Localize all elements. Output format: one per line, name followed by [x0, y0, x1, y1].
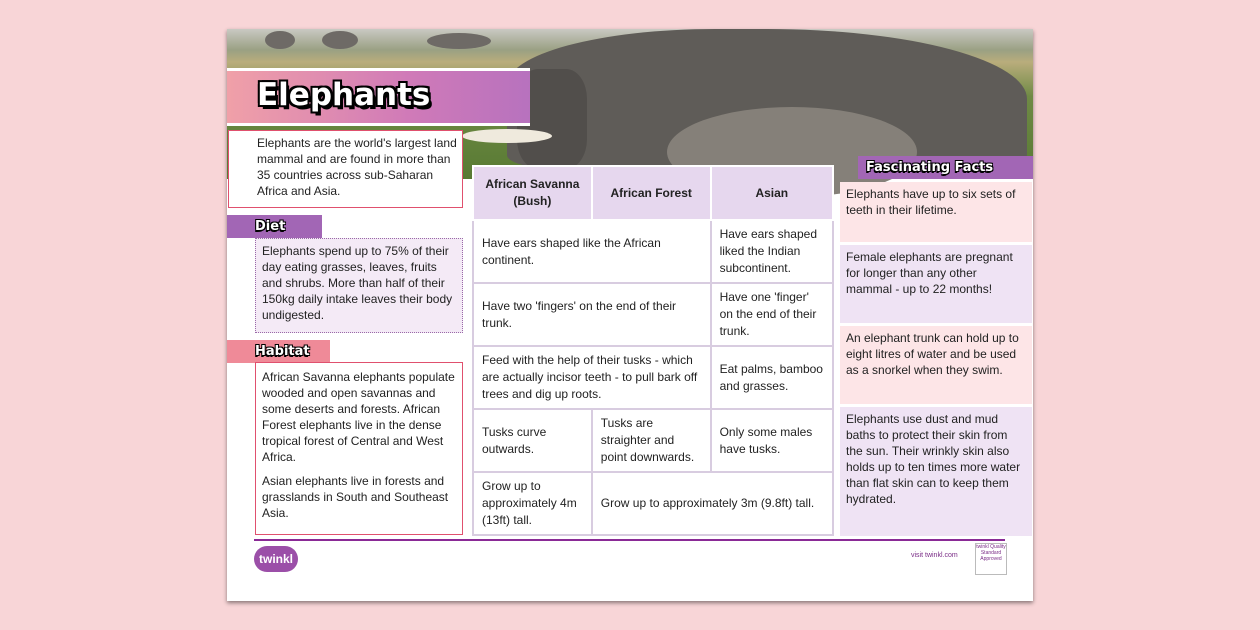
cell: Tusks curve outwards.	[473, 409, 592, 472]
header-savanna: African Savanna (Bush)	[473, 166, 592, 220]
cell: Have two 'fingers' on the end of their trunk.	[473, 283, 711, 346]
header-asian: Asian	[711, 166, 833, 220]
fact-item: Female elephants are pregnant for longer than any other mammal - up to 22 months!	[840, 245, 1032, 323]
diet-text: Elephants spend up to 75% of their day eating grasses, leaves, fruits and shrubs. More than half of their 150kg daily intake leaves their body undigested.	[255, 238, 463, 333]
cell: Grow up to approximately 3m (9.8ft) tall.	[592, 472, 833, 535]
habitat-label: Habitat	[227, 340, 330, 363]
fact-item: Elephants use dust and mud baths to protect their skin from the sun. Their wrinkly skin also holds up to ten times more water than flat skin can to keep them hydrated.	[840, 407, 1032, 536]
cell: Tusks are straighter and point downwards.	[592, 409, 711, 472]
fact-sheet	[227, 29, 1033, 601]
cell: Eat palms, bamboo and grasses.	[711, 346, 833, 409]
cell: Have one 'finger' on the end of their trunk.	[711, 283, 833, 346]
fact-item: Elephants have up to six sets of teeth in their lifetime.	[840, 182, 1032, 242]
table-row	[473, 409, 833, 472]
facts-label: Fascinating Facts	[858, 156, 1033, 179]
page-title: Elephants	[257, 77, 431, 113]
cell: Have ears shaped like the African continent.	[473, 220, 711, 283]
twinkl-logo[interactable]: twinkl	[254, 546, 298, 572]
table-row	[473, 283, 833, 346]
table-header-row	[473, 166, 833, 220]
habitat-text-1: African Savanna elephants populate wooded and open savannas and some deserts and forests. African Forest elephants live in the dense tropical forest of Central and West Africa.	[262, 370, 455, 464]
header-forest: African Forest	[592, 166, 711, 220]
habitat-text-2: Asian elephants live in forests and grasslands in South and Southeast Asia.	[262, 474, 449, 520]
fact-item: An elephant trunk can hold up to eight litres of water and be used as a snorkel when they swim.	[840, 326, 1032, 404]
table-row	[473, 346, 833, 409]
diet-label: Diet	[227, 215, 322, 238]
table-row	[473, 220, 833, 283]
comparison-table	[472, 165, 834, 536]
title-banner	[227, 68, 530, 126]
table-row	[473, 472, 833, 535]
cell: Grow up to approximately 4m (13ft) tall.	[473, 472, 592, 535]
cell: Only some males have tusks.	[711, 409, 833, 472]
cell: Feed with the help of their tusks - which are actually incisor teeth - to pull bark off trees and dig up roots.	[473, 346, 711, 409]
quality-badge: twinkl Quality Standard Approved	[975, 543, 1007, 575]
intro-text: Elephants are the world's largest land mammal and are found in more than 35 countries across sub-Saharan Africa and Asia.	[228, 130, 463, 208]
footer-divider	[254, 539, 1005, 541]
visit-link[interactable]: visit twinkl.com	[911, 552, 958, 559]
habitat-box	[255, 362, 463, 535]
cell: Have ears shaped liked the Indian subcontinent.	[711, 220, 833, 283]
